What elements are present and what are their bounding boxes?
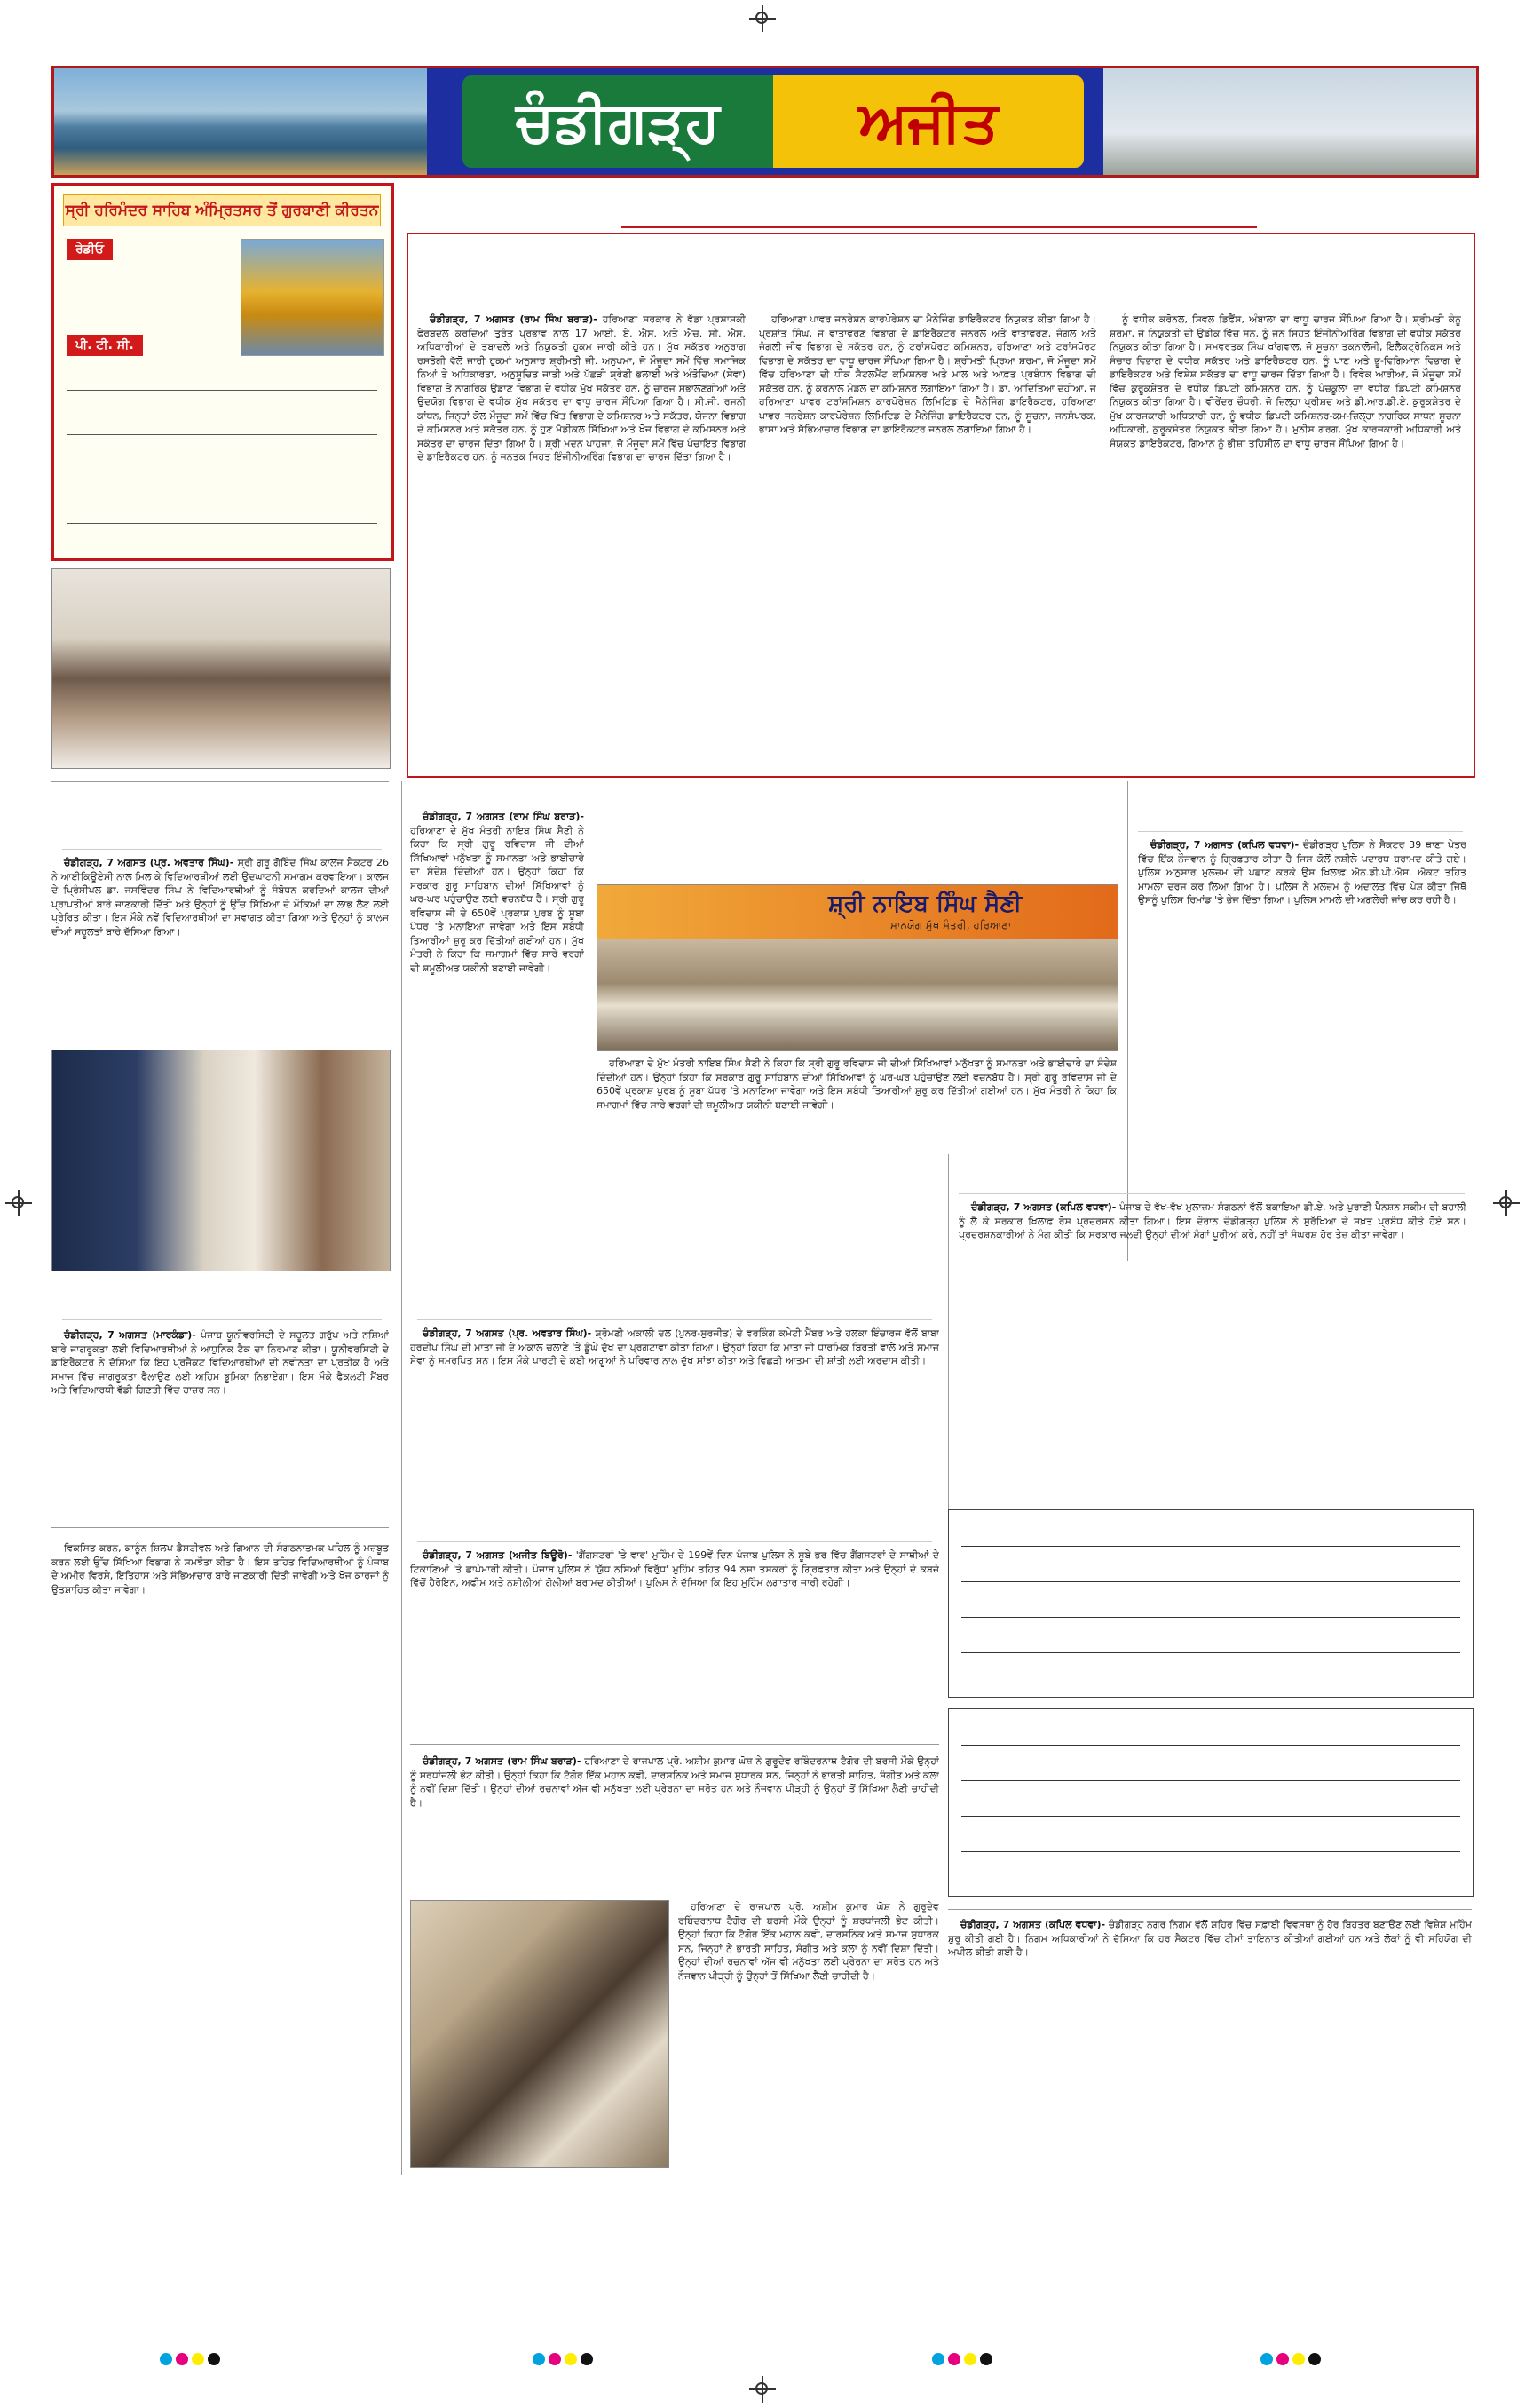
college-story [51, 856, 389, 1042]
column-rule [51, 1527, 389, 1528]
award-presentation-photo [51, 1050, 391, 1271]
column-rule [410, 1744, 939, 1745]
story-text: ਹਰਿਆਣਾ ਦੇ ਮੁੱਖ ਮੰਤਰੀ ਨਾਇਬ ਸਿੰਘ ਸੈਣੀ ਨੇ ਕਿਹਾ ਕਿ ਸ੍ਰੀ ਗੁਰੂ ਰਵਿਦਾਸ ਜੀ ਦੀਆਂ ਸਿੱਖਿਆਵਾਂ ਮਨੁੱਖਤਾ ਨੂੰ ਸਮਾਨਤਾ ਅਤੇ ਭਾਈਚਾਰੇ ਦਾ ਸੰਦੇਸ਼ ਦਿੰਦੀਆਂ ਹਨ। ਉਨ੍ਹਾਂ ਕਿਹਾ ਕਿ ਸਰਕਾਰ ਗੁਰੂ ਸਾਹਿਬਾਨ ਦੀਆਂ ਸਿੱਖਿਆਵਾਂ ਨੂੰ ਘਰ-ਘਰ ਪਹੁੰਚਾਉਣ ਲਈ ਵਚਨਬੱਧ ਹੈ। ਸ੍ਰੀ ਗੁਰੂ ਰਵਿਦਾਸ ਜੀ ਦੇ 650ਵੇਂ ਪ੍ਰਕਾਸ਼ ਪੁਰਬ ਨੂੰ ਸੂਬਾ ਪੱਧਰ 'ਤੇ ਮਨਾਇਆ ਜਾਵੇਗਾ ਅਤੇ ਇਸ ਸਬੰਧੀ ਤਿਆਰੀਆਂ ਸ਼ੁਰੂ ਕਰ ਦਿੱਤੀਆਂ ਗਈਆਂ ਹਨ। ਮੁੱਖ ਮੰਤਰੀ ਨੇ ਕਿਹਾ ਕਿ ਸਮਾਗਮਾਂ ਵਿੱਚ ਸਾਰੇ ਵਰਗਾਂ ਦੀ ਸ਼ਮੂਲੀਅਤ ਯਕੀਨੀ ਬਣਾਈ ਜਾਵੇਗੀ। [410, 824, 584, 974]
transfer-story-col1 [417, 313, 746, 765]
dateline: ਚੰਡੀਗੜ੍ਹ, 7 ਅਗਸਤ (ਮਾਰਕੰਡਾ)- [64, 1329, 196, 1341]
story-text: ਪੰਜਾਬ ਯੂਨੀਵਰਸਿਟੀ ਦੇ ਸਹੂਲਤ ਗਰੁੱਪ ਅਤੇ ਨਸ਼ਿਆਂ ਬਾਰੇ ਜਾਗਰੂਕਤਾ ਲਈ ਵਿਦਿਆਰਥੀਆਂ ਨੇ ਆਧੁਨਿਕ ਟੈਕ ਦਾ ਨਿਰਮਾਣ ਕੀਤਾ। ਯੂਨੀਵਰਸਿਟੀ ਦੇ ਡਾਇਰੈਕਟਰ ਨੇ ਦੱਸਿਆ ਕਿ ਇਹ ਪ੍ਰੋਜੈਕਟ ਵਿਦਿਆਰਥੀਆਂ ਦੀ ਨਵੀਨਤਾ ਦਾ ਪ੍ਰਤੀਕ ਹੈ ਅਤੇ ਸਮਾਜ ਵਿੱਚ ਜਾਗਰੂਕਤਾ ਫੈਲਾਉਣ ਲਈ ਅਹਿਮ ਭੂਮਿਕਾ ਨਿਭਾਏਗਾ। ਇਸ ਮੌਕੇ ਫੈਕਲਟੀ ਮੈਂਬਰ ਅਤੇ ਵਿਦਿਆਰਥੀ ਵੱਡੀ ਗਿਣਤੀ ਵਿੱਚ ਹਾਜ਼ਰ ਸਨ। [51, 1329, 389, 1396]
ad-tag-radio: ਰੇਡੀਓ [67, 239, 113, 260]
transfer-story-col3 [1110, 313, 1461, 765]
guru-story-col1 [410, 810, 584, 1271]
tagore-story-col2 [678, 1900, 939, 2309]
dateline: ਚੰਡੀਗੜ੍ਹ, 7 ਅਗਸਤ (ਰਾਮ ਸਿੰਘ ਬਰਾੜ)- [423, 1755, 581, 1767]
pgi-headline-placeholder [1138, 796, 1463, 832]
dateline: ਚੰਡੀਗੜ੍ਹ, 7 ਅਗਸਤ (ਅਜੀਤ ਬਿਊਰੋ)- [423, 1549, 573, 1561]
story-text: ਵਿਕਸਿਤ ਕਰਨ, ਕਾਨੂੰਨ ਸ਼ਿਲਪ ਡੈਸਟੀਵਲ ਅਤੇ ਗਿਆਨ ਦੀ ਸੰਗਠਨਾਤਮਕ ਪਹਿਲ ਨੂੰ ਮਜ਼ਬੂਤ ਕਰਨ ਲਈ ਉੱਚ ਸਿੱਖਿਆ ਵਿਭਾਗ ਨੇ ਸਮਝੌਤਾ ਕੀਤਾ ਹੈ। ਇਸ ਤਹਿਤ ਵਿਦਿਆਰਥੀਆਂ ਨੂੰ ਪੰਜਾਬ ਦੇ ਅਮੀਰ ਵਿਰਸੇ, ਇਤਿਹਾਸ ਅਤੇ ਸੱਭਿਆਚਾਰ ਬਾਰੇ ਜਾਣਕਾਰੀ ਦਿੱਤੀ ਜਾਵੇਗੀ ਅਤੇ ਖੋਜ ਕਾਰਜਾਂ ਨੂੰ ਉਤਸ਼ਾਹਿਤ ਕੀਤਾ ਜਾਵੇਗਾ। [51, 1542, 389, 1596]
box-line [961, 1581, 1460, 1582]
dateline: ਚੰਡੀਗੜ੍ਹ, 7 ਅਗਸਤ (ਕਪਿਲ ਵਧਵਾ)- [1150, 839, 1300, 851]
blank-box [948, 1708, 1474, 1897]
drugs-story [410, 1549, 939, 1735]
akali-story [410, 1327, 939, 1486]
ad-line [67, 434, 377, 435]
dateline: ਚੰਡੀਗੜ੍ਹ, 7 ਅਗਸਤ (ਪ੍ਰ. ਅਵਤਾਰ ਸਿੰਘ)- [423, 1327, 592, 1339]
color-bar-center [533, 2353, 593, 2365]
transfer-headline-rule [621, 226, 1257, 228]
registration-mark-bottom [749, 2376, 776, 2403]
story-text: ਨੂੰ ਵਧੀਕ ਕਰੋਨਲ, ਸਿਵਲ ਡਿਫੈਂਸ, ਅੰਬਾਲਾ ਦਾ ਵਾਧੂ ਚਾਰਜ ਸੌਂਪਿਆ ਗਿਆ ਹੈ। ਸ਼੍ਰੀਮਤੀ ਕੰਨੂ ਸ਼ਰਮਾ, ਜੋ ਨਿਯੁਕਤੀ ਦੀ ਉਡੀਕ ਵਿੱਚ ਸਨ, ਨੂੰ ਜਨ ਸਿਹਤ ਇੰਜੀਨੀਅਰਿੰਗ ਵਿਭਾਗ ਦੀ ਵਧੀਕ ਸਕੱਤਰ ਨਿਯੁਕਤ ਕੀਤਾ ਗਿਆ ਹੈ। ਸਮਵਰਤਕ ਸਿੰਘ ਖਾਂਗਵਾਲ, ਜੋ ਸੂਚਨਾ ਤਕਨਾਲੋਜੀ, ਇਲੈਕਟ੍ਰੋਨਿਕਸ ਅਤੇ ਸੰਚਾਰ ਵਿਭਾਗ ਦੇ ਵਧੀਕ ਸਕੱਤਰ ਅਤੇ ਡਾਇਰੈਕਟਰ ਹਨ, ਨੂੰ ਖਾਣ ਅਤੇ ਭੂ-ਵਿਗਿਆਨ ਵਿਭਾਗ ਦੇ ਡਾਇਰੈਕਟਰ ਅਤੇ ਵਿਸ਼ੇਸ਼ ਸਕੱਤਰ ਦਾ ਵਾਧੂ ਚਾਰਜ ਦਿੱਤਾ ਗਿਆ ਹੈ। ਵਿਵੇਕ ਆਰੀਆ, ਜੋ ਮੌਜੂਦਾ ਸਮੇਂ ਵਿੱਚ ਕੁਰੂਕਸ਼ੇਤਰ ਦੇ ਵਧੀਕ ਡਿਪਟੀ ਕਮਿਸ਼ਨਰ ਹਨ, ਨੂੰ ਪੰਚਕੂਲਾ ਦਾ ਵਧੀਕ ਡਿਪਟੀ ਕਮਿਸ਼ਨਰ ਨਿਯੁਕਤ ਕੀਤਾ ਗਿਆ ਹੈ। ਵੀਰੇਂਦਰ ਚੌਧਰੀ, ਜੋ ਜ਼ਿਲ੍ਹਾ ਪ੍ਰੀਸ਼ਦ ਅਤੇ ਡੀ.ਆਰ.ਡੀ.ਏ. ਕੁਰੂਕਸ਼ੇਤਰ ਦੇ ਮੁੱਖ ਕਾਰਜਕਾਰੀ ਅਧਿਕਾਰੀ ਹਨ, ਨੂੰ ਵਧੀਕ ਡਿਪਟੀ ਕਮਿਸ਼ਨਰ-ਕਮ-ਜ਼ਿਲ੍ਹਾ ਨਾਗਰਿਕ ਸਾਧਨ ਸੂਚਨਾ ਅਧਿਕਾਰੀ, ਕੁਰੂਕਸ਼ੇਤਰ ਨਿਯੁਕਤ ਕੀਤਾ ਗਿਆ ਹੈ। ਮੁਨੀਸ਼ ਗਰਗ, ਮੁੱਖ ਕਾਰਜਕਾਰੀ ਅਧਿਕਾਰੀ ਅਤੇ ਸੰਯੁਕਤ ਡਾਇਰੈਕਟਰ, ਗਿਆਨ ਨੂੰ ਭੀਸ਼ਾ ਤਹਿਸੀਲ ਦਾ ਵਾਧੂ ਚਾਰਜ ਸੌਂਪਿਆ ਗਿਆ ਹੈ। [1110, 313, 1461, 449]
registration-mark-top [749, 5, 776, 32]
story-text: ਹਰਿਆਣਾ ਦੇ ਮੁੱਖ ਮੰਤਰੀ ਨਾਇਬ ਸਿੰਘ ਸੈਣੀ ਨੇ ਕਿਹਾ ਕਿ ਸ੍ਰੀ ਗੁਰੂ ਰਵਿਦਾਸ ਜੀ ਦੀਆਂ ਸਿੱਖਿਆਵਾਂ ਮਨੁੱਖਤਾ ਨੂੰ ਸਮਾਨਤਾ ਅਤੇ ਭਾਈਚਾਰੇ ਦਾ ਸੰਦੇਸ਼ ਦਿੰਦੀਆਂ ਹਨ। ਉਨ੍ਹਾਂ ਕਿਹਾ ਕਿ ਸਰਕਾਰ ਗੁਰੂ ਸਾਹਿਬਾਨ ਦੀਆਂ ਸਿੱਖਿਆਵਾਂ ਨੂੰ ਘਰ-ਘਰ ਪਹੁੰਚਾਉਣ ਲਈ ਵਚਨਬੱਧ ਹੈ। ਸ੍ਰੀ ਗੁਰੂ ਰਵਿਦਾਸ ਜੀ ਦੇ 650ਵੇਂ ਪ੍ਰਕਾਸ਼ ਪੁਰਬ ਨੂੰ ਸੂਬਾ ਪੱਧਰ 'ਤੇ ਮਨਾਇਆ ਜਾਵੇਗਾ ਅਤੇ ਇਸ ਸਬੰਧੀ ਤਿਆਰੀਆਂ ਸ਼ੁਰੂ ਕਰ ਦਿੱਤੀਆਂ ਗਈਆਂ ਹਨ। ਮੁੱਖ ਮੰਤਰੀ ਨੇ ਕਿਹਾ ਕਿ ਸਮਾਗਮਾਂ ਵਿੱਚ ਸਾਰੇ ਵਰਗਾਂ ਦੀ ਸ਼ਮੂਲੀਅਤ ਯਕੀਨੀ ਬਣਾਈ ਜਾਵੇਗੀ। [597, 1057, 1117, 1111]
tagore-tribute-photo [410, 1900, 669, 2168]
banner-cm-name: ਸ਼੍ਰੀ ਨਾਇਬ ਸਿੰਘ ਸੈਣੀ [828, 891, 1023, 917]
dateline: ਚੰਡੀਗੜ੍ਹ, 7 ਅਗਸਤ (ਕਪਿਲ ਵਧਵਾ)- [971, 1201, 1117, 1213]
pu-story [51, 1328, 389, 1524]
story-text: ਸ਼੍ਰੋਮਣੀ ਅਕਾਲੀ ਦਲ (ਪੁਨਰ-ਸੁਰਜੀਤ) ਦੇ ਵਰਕਿੰਗ ਕਮੇਟੀ ਮੈਂਬਰ ਅਤੇ ਹਲਕਾ ਇੰਚਾਰਜ ਵੱਲੋਂ ਬਾਬਾ ਹਰਦੀਪ ਸਿੰਘ ਦੀ ਮਾਤਾ ਜੀ ਦੇ ਅਕਾਲ ਚਲਾਣੇ 'ਤੇ ਡੂੰਘੇ ਦੁੱਖ ਦਾ ਪ੍ਰਗਟਾਵਾ ਕੀਤਾ ਗਿਆ। ਉਨ੍ਹਾਂ ਕਿਹਾ ਕਿ ਮਾਤਾ ਜੀ ਧਾਰਮਿਕ ਬਿਰਤੀ ਵਾਲੇ ਅਤੇ ਸਮਾਜ ਸੇਵਾ ਨੂੰ ਸਮਰਪਿਤ ਸਨ। ਇਸ ਮੌਕੇ ਪਾਰਟੀ ਦੇ ਕਈ ਆਗੂਆਂ ਨੇ ਪਰਿਵਾਰ ਨਾਲ ਦੁੱਖ ਸਾਂਝਾ ਕੀਤਾ ਅਤੇ ਵਿਛੜੀ ਆਤਮਾ ਦੀ ਸ਼ਾਂਤੀ ਲਈ ਅਰਦਾਸ ਕੀਤੀ। [410, 1327, 939, 1366]
column-rule [948, 1909, 1472, 1910]
column-rule [401, 781, 402, 2175]
lake-photo [54, 68, 427, 175]
story-text: ਹਰਿਆਣਾ ਦੇ ਰਾਜਪਾਲ ਪ੍ਰੋ. ਅਸ਼ੀਮ ਕੁਮਾਰ ਘੋਸ਼ ਨੇ ਗੁਰੂਦੇਵ ਰਬਿੰਦਰਨਾਥ ਟੈਗੋਰ ਦੀ ਬਰਸੀ ਮੌਕੇ ਉਨ੍ਹਾਂ ਨੂੰ ਸ਼ਰਧਾਂਜਲੀ ਭੇਟ ਕੀਤੀ। ਉਨ੍ਹਾਂ ਕਿਹਾ ਕਿ ਟੈਗੋਰ ਇੱਕ ਮਹਾਨ ਕਵੀ, ਦਾਰਸ਼ਨਿਕ ਅਤੇ ਸਮਾਜ ਸੁਧਾਰਕ ਸਨ, ਜਿਨ੍ਹਾਂ ਨੇ ਭਾਰਤੀ ਸਾਹਿਤ, ਸੰਗੀਤ ਅਤੇ ਕਲਾ ਨੂੰ ਨਵੀਂ ਦਿਸ਼ਾ ਦਿੱਤੀ। ਉਨ੍ਹਾਂ ਦੀਆਂ ਰਚਨਾਵਾਂ ਅੱਜ ਵੀ ਮਨੁੱਖਤਾ ਲਈ ਪ੍ਰੇਰਨਾ ਦਾ ਸਰੋਤ ਹਨ ਅਤੇ ਨੌਜਵਾਨ ਪੀੜ੍ਹੀ ਨੂੰ ਉਨ੍ਹਾਂ ਤੋਂ ਸਿੱਖਿਆ ਲੈਣੀ ਚਾਹੀਦੀ ਹੈ। [678, 1901, 939, 1982]
color-bar-left [160, 2353, 220, 2365]
college-headline-placeholder [62, 796, 382, 850]
banner-cm-role: ਮਾਨਯੋਗ ਮੁੱਖ ਮੰਤਰੀ, ਹਰਿਆਣਾ [890, 919, 1012, 931]
cm-event-photo [597, 939, 1118, 1050]
column-rule [51, 781, 389, 782]
dateline: ਚੰਡੀਗੜ੍ਹ, 7 ਅਗਸਤ (ਪ੍ਰ. ਅਵਤਾਰ ਸਿੰਘ)- [64, 857, 234, 868]
registration-mark-right [1493, 1190, 1520, 1216]
box-line [961, 1652, 1460, 1653]
ad-heading: ਸ੍ਰੀ ਹਰਿਮੰਦਰ ਸਾਹਿਬ ਅੰਮ੍ਰਿਤਸਰ ਤੋਂ ਗੁਰਬਾਣੀ ਕੀਰਤਨ [63, 194, 381, 226]
masthead-title [462, 75, 1084, 168]
box-line [961, 1780, 1460, 1781]
akali-headline-placeholder [417, 1289, 932, 1320]
story-text: ਹਰਿਆਣਾ ਪਾਵਰ ਜਨਰੇਸ਼ਨ ਕਾਰਪੋਰੇਸ਼ਨ ਦਾ ਮੈਨੇਜਿੰਗ ਡਾਇਰੈਕਟਰ ਨਿਯੁਕਤ ਕੀਤਾ ਗਿਆ ਹੈ। ਪ੍ਰਸ਼ਾਂਤ ਸਿੰਘ, ਜੋ ਵਾਤਾਵਰਣ ਵਿਭਾਗ ਦੇ ਡਾਇਰੈਕਟਰ ਜਨਰਲ ਅਤੇ ਵਾਤਾਵਰਣ, ਜੰਗਲ ਅਤੇ ਜੰਗਲੀ ਜੀਵ ਵਿਭਾਗ ਦੇ ਸਕੱਤਰ ਹਨ, ਨੂੰ ਟਰਾਂਸਪੋਰਟ ਕਮਿਸ਼ਨਰ, ਹਰਿਆਣਾ ਅਤੇ ਟਰਾਂਸਪੋਰਟ ਵਿਭਾਗ ਦੇ ਸਕੱਤਰ ਦਾ ਵਾਧੂ ਚਾਰਜ ਸੌਂਪਿਆ ਗਿਆ ਹੈ। ਸ਼੍ਰੀਮਤੀ ਪ੍ਰਿਆ ਸ਼ਰਮਾ, ਜੋ ਮੌਜੂਦਾ ਸਮੇਂ ਵਿੱਚ ਹਰਿਆਣਾ ਦੀ ਧੀਕ ਸੈਟਲਮੈਂਟ ਕਮਿਸ਼ਨਰ ਅਤੇ ਮਾਲ ਅਤੇ ਆਫ਼ਤ ਪ੍ਰਬੰਧਨ ਵਿਭਾਗ ਦੀ ਸਕੱਤਰ ਹਨ, ਨੂੰ ਕਰਨਾਲ ਮੰਡਲ ਦਾ ਕਮਿਸ਼ਨਰ ਲਗਾਇਆ ਗਿਆ ਹੈ। ਡਾ. ਆਦਿਤਿਆ ਦਹੀਆ, ਜੋ ਹਰਿਆਣਾ ਪਾਵਰ ਟਰਾਂਸਮਿਸ਼ਨ ਕਾਰਪੋਰੇਸ਼ਨ ਲਿਮਿਟਿਡ ਦੇ ਮੈਨੇਜਿੰਗ ਡਾਇਰੈਕਟਰ, ਹਰਿਆਣਾ ਪਾਵਰ ਜਨਰੇਸ਼ਨ ਕਾਰਪੋਰੇਸ਼ਨ ਲਿਮਿਟਿਡ ਦੇ ਮੈਨੇਜਿੰਗ ਡਾਇਰੈਕਟਰ ਹਨ, ਨੂੰ ਸੂਚਨਾ, ਜਨਸੰਪਰਕ, ਭਾਸ਼ਾ ਅਤੇ ਸੱਭਿਆਚਾਰ ਵਿਭਾਗ ਦਾ ਡਾਇਰੈਕਟਰ ਜਨਰਲ ਲਗਾਇਆ ਗਿਆ ਹੈ। [759, 313, 1096, 435]
color-bar-right [1260, 2353, 1321, 2365]
column-rule [948, 1154, 949, 1509]
box-line [961, 1816, 1460, 1817]
blank-box [948, 1509, 1474, 1698]
ad-tag-ptc: ਪੀ. ਟੀ. ਸੀ. [67, 335, 143, 356]
color-bar-center2 [932, 2353, 992, 2365]
dateline: ਚੰਡੀਗੜ੍ਹ, 7 ਅਗਸਤ (ਕਪਿਲ ਵਧਵਾ)- [960, 1919, 1106, 1930]
pu-headline-placeholder [62, 1284, 382, 1320]
story-text: ਪੰਜਾਬ ਦੇ ਵੱਖ-ਵੱਖ ਮੁਲਾਜ਼ਮ ਸੰਗਠਨਾਂ ਵੱਲੋਂ ਬਕਾਇਆ ਡੀ.ਏ. ਅਤੇ ਪੁਰਾਣੀ ਪੈਨਸ਼ਨ ਸਕੀਮ ਦੀ ਬਹਾਲੀ ਨੂੰ ਲੈ ਕੇ ਸਰਕਾਰ ਖਿਲਾਫ਼ ਰੋਸ ਪ੍ਰਦਰਸ਼ਨ ਕੀਤਾ ਗਿਆ। ਇਸ ਦੌਰਾਨ ਚੰਡੀਗੜ੍ਹ ਪੁਲਿਸ ਨੇ ਸੁਰੱਖਿਆ ਦੇ ਸਖ਼ਤ ਪ੍ਰਬੰਧ ਕੀਤੇ ਹੋਏ ਸਨ। ਪ੍ਰਦਰਸ਼ਨਕਾਰੀਆਂ ਨੇ ਮੰਗ ਕੀਤੀ ਕਿ ਸਰਕਾਰ ਜਲਦੀ ਉਨ੍ਹਾਂ ਦੀਆਂ ਮੰਗਾਂ ਪੂਰੀਆਂ ਕਰੇ, ਨਹੀਂ ਤਾਂ ਸੰਘਰਸ਼ ਹੋਰ ਤੇਜ਼ ਕੀਤਾ ਜਾਵੇਗਾ। [959, 1201, 1466, 1240]
ad-line [67, 523, 377, 524]
box-line [961, 1745, 1460, 1746]
cm-event-banner [597, 884, 1118, 1051]
bottom-right-story [948, 1918, 1472, 2326]
story-text: ਸ੍ਰੀ ਗੁਰੂ ਗੋਬਿੰਦ ਸਿੰਘ ਕਾਲਜ ਸੈਕਟਰ 26 ਨੇ ਆਈਕਿਊਏਸੀ ਨਾਲ ਮਿਲ ਕੇ ਵਿਦਿਆਰਥੀਆਂ ਲਈ ਉਦਘਾਟਨੀ ਸਮਾਗਮ ਕਰਵਾਇਆ। ਕਾਲਜ ਦੇ ਪ੍ਰਿੰਸੀਪਲ ਡਾ. ਜਸਵਿੰਦਰ ਸਿੰਘ ਨੇ ਵਿਦਿਆਰਥੀਆਂ ਨੂੰ ਸੰਬੋਧਨ ਕਰਦਿਆਂ ਕਾਲਜ ਦੀਆਂ ਪ੍ਰਾਪਤੀਆਂ ਬਾਰੇ ਜਾਣਕਾਰੀ ਦਿੱਤੀ ਅਤੇ ਉਨ੍ਹਾਂ ਨੂੰ ਉੱਚ ਸਿੱਖਿਆ ਦੇ ਮੌਕਿਆਂ ਦਾ ਲਾਭ ਲੈਣ ਲਈ ਪ੍ਰੇਰਿਤ ਕੀਤਾ। ਇਸ ਮੌਕੇ ਨਵੇਂ ਵਿਦਿਆਰਥੀਆਂ ਦਾ ਸਵਾਗਤ ਕੀਤਾ ਗਿਆ ਅਤੇ ਉਨ੍ਹਾਂ ਨੂੰ ਕਾਲਜ ਦੀਆਂ ਸਹੂਲਤਾਂ ਬਾਰੇ ਦੱਸਿਆ ਗਿਆ। [51, 857, 389, 938]
box-line [961, 1546, 1460, 1547]
bottom-left-story [51, 1541, 389, 2323]
tagore-story-col1 [410, 1755, 939, 1888]
story-text: ਹਰਿਆਣਾ ਸਰਕਾਰ ਨੇ ਵੱਡਾ ਪ੍ਰਸ਼ਾਸਕੀ ਫੇਰਬਦਲ ਕਰਦਿਆਂ ਤੁਰੰਤ ਪ੍ਰਭਾਵ ਨਾਲ 17 ਆਈ. ਏ. ਐਸ. ਅਤੇ ਐਚ. ਸੀ. ਐਸ. ਅਧਿਕਾਰੀਆਂ ਦੇ ਤਬਾਦਲੇ ਅਤੇ ਨਿਯੁਕਤੀ ਹੁਕਮ ਜਾਰੀ ਕੀਤੇ ਹਨ। ਮੁੱਖ ਸਕੱਤਰ ਅਨੁਰਾਗ ਰਸਤੋਗੀ ਵੱਲੋਂ ਜਾਰੀ ਹੁਕਮਾਂ ਅਨੁਸਾਰ ਸ਼੍ਰੀਮਤੀ ਜੀ. ਅਨੁਪਮਾ, ਜੋ ਮੌਜੂਦਾ ਸਮੇਂ ਵਿੱਚ ਸਮਾਜਿਕ ਨਿਆਂ ਤੇ ਅਧਿਕਾਰਤਾ, ਅਨੁਸੂਚਿਤ ਜਾਤੀ ਅਤੇ ਪੱਛੜੀ ਸ਼੍ਰੇਣੀ ਭਲਾਈ ਅਤੇ ਅੰਤੋਦਿਆ (ਸੇਵਾ) ਵਿਭਾਗ ਤੇ ਨਾਗਰਿਕ ਉਡਾਣ ਵਿਭਾਗ ਦੇ ਵਧੀਕ ਮੁੱਖ ਸਕੱਤਰ ਹਨ, ਨੂੰ ਚਾਰਜ ਸਭਾਲਣਗੀਆਂ ਅਤੇ ਉਦਯੋਗ ਵਿਭਾਗ ਦੇ ਵਧੀਕ ਮੁੱਖ ਸਕੱਤਰ ਦਾ ਵਾਧੂ ਚਾਰਜ ਸੌਂਪਿਆ ਗਿਆ ਹੈ। ਸੀ.ਜੀ. ਰਜਨੀ ਕਾਂਥਨ, ਜਿਨ੍ਹਾਂ ਕੋਲ ਮੌਜੂਦਾ ਸਮੇਂ ਵਿੱਚ ਖਿੱਤ ਵਿਭਾਗ ਦੇ ਕਮਿਸ਼ਨਰ ਅਤੇ ਸਕੱਤਰ, ਯੋਜਨਾ ਵਿਭਾਗ ਦੇ ਕਮਿਸ਼ਨਰ ਅਤੇ ਸਕੱਤਰ ਹਨ, ਨੂੰ ਹੁਣ ਮੈਡੀਕਲ ਸਿੱਖਿਆ ਅਤੇ ਖੋਜ ਵਿਭਾਗ ਦੇ ਕਮਿਸ਼ਨਰ ਅਤੇ ਸਕੱਤਰ ਦਾ ਚਾਰਜ ਦਿੱਤਾ ਗਿਆ ਹੈ। ਸ਼੍ਰੀ ਮਦਨ ਪਾਹੁਜਾ, ਜੋ ਮੌਜੂਦਾ ਸਮੇਂ ਵਿੱਚ ਪੰਚਾਇਤ ਵਿਭਾਗ ਦੇ ਡਾਇਰੈਕਟਰ ਹਨ, ਨੂੰ ਜਨਤਕ ਸਿਹਤ ਇੰਜੀਨੀਅਰਿੰਗ ਵਿਭਾਗ ਦਾ ਚਾਰਜ ਦਿੱਤਾ ਗਿਆ ਹੈ। [417, 313, 746, 463]
story-text: ਚੰਡੀਗੜ੍ਹ ਨਗਰ ਨਿਗਮ ਵੱਲੋਂ ਸ਼ਹਿਰ ਵਿੱਚ ਸਫ਼ਾਈ ਵਿਵਸਥਾ ਨੂੰ ਹੋਰ ਬਿਹਤਰ ਬਣਾਉਣ ਲਈ ਵਿਸ਼ੇਸ਼ ਮੁਹਿੰਮ ਸ਼ੁਰੂ ਕੀਤੀ ਗਈ ਹੈ। ਨਿਗਮ ਅਧਿਕਾਰੀਆਂ ਨੇ ਦੱਸਿਆ ਕਿ ਹਰ ਸੈਕਟਰ ਵਿੱਚ ਟੀਮਾਂ ਤਾਇਨਾਤ ਕੀਤੀਆਂ ਗਈਆਂ ਹਨ ਅਤੇ ਲੋਕਾਂ ਨੂੰ ਵੀ ਸਹਿਯੋਗ ਦੀ ਅਪੀਲ ਕੀਤੀ ਗਈ ਹੈ। [948, 1919, 1472, 1958]
protest-headline-placeholder [959, 1163, 1465, 1194]
story-text: ਹਰਿਆਣਾ ਦੇ ਰਾਜਪਾਲ ਪ੍ਰੋ. ਅਸ਼ੀਮ ਕੁਮਾਰ ਘੋਸ਼ ਨੇ ਗੁਰੂਦੇਵ ਰਬਿੰਦਰਨਾਥ ਟੈਗੋਰ ਦੀ ਬਰਸੀ ਮੌਕੇ ਉਨ੍ਹਾਂ ਨੂੰ ਸ਼ਰਧਾਂਜਲੀ ਭੇਟ ਕੀਤੀ। ਉਨ੍ਹਾਂ ਕਿਹਾ ਕਿ ਟੈਗੋਰ ਇੱਕ ਮਹਾਨ ਕਵੀ, ਦਾਰਸ਼ਨਿਕ ਅਤੇ ਸਮਾਜ ਸੁਧਾਰਕ ਸਨ, ਜਿਨ੍ਹਾਂ ਨੇ ਭਾਰਤੀ ਸਾਹਿਤ, ਸੰਗੀਤ ਅਤੇ ਕਲਾ ਨੂੰ ਨਵੀਂ ਦਿਸ਼ਾ ਦਿੱਤੀ। ਉਨ੍ਹਾਂ ਦੀਆਂ ਰਚਨਾਵਾਂ ਅੱਜ ਵੀ ਮਨੁੱਖਤਾ ਲਈ ਪ੍ਰੇਰਨਾ ਦਾ ਸਰੋਤ ਹਨ ਅਤੇ ਨੌਜਵਾਨ ਪੀੜ੍ਹੀ ਨੂੰ ਉਨ੍ਹਾਂ ਤੋਂ ਸਿੱਖਿਆ ਲੈਣੀ ਚਾਹੀਦੀ ਹੈ। [410, 1755, 939, 1809]
box-line [961, 1851, 1460, 1852]
dateline: ਚੰਡੀਗੜ੍ਹ, 7 ਅਗਸਤ (ਰਾਮ ਸਿੰਘ ਬਰਾੜ)- [423, 811, 584, 822]
story-text: 'ਗੈਂਗਸਟਰਾਂ 'ਤੇ ਵਾਰ' ਮੁਹਿੰਮ ਦੇ 199ਵੇਂ ਦਿਨ ਪੰਜਾਬ ਪੁਲਿਸ ਨੇ ਸੂਬੇ ਭਰ ਵਿੱਚ ਗੈਂਗਸਟਰਾਂ ਦੇ ਸਾਥੀਆਂ ਦੇ ਟਿਕਾਣਿਆਂ 'ਤੇ ਛਾਪੇਮਾਰੀ ਕੀਤੀ। ਪੰਜਾਬ ਪੁਲਿਸ ਨੇ 'ਯੁੱਧ ਨਸ਼ਿਆਂ ਵਿਰੁੱਧ' ਮੁਹਿੰਮ ਤਹਿਤ 94 ਨਸ਼ਾ ਤਸਕਰਾਂ ਨੂੰ ਗ੍ਰਿਫ਼ਤਾਰ ਕੀਤਾ ਅਤੇ ਉਨ੍ਹਾਂ ਦੇ ਕਬਜ਼ੇ ਵਿੱਚੋਂ ਹੈਰੋਇਨ, ਅਫੀਮ ਅਤੇ ਨਸ਼ੀਲੀਆਂ ਗੋਲੀਆਂ ਬਰਾਮਦ ਕੀਤੀਆਂ। ਪੁਲਿਸ ਨੇ ਦੱਸਿਆ ਕਿ ਇਹ ਮੁਹਿੰਮ ਲਗਾਤਾਰ ਜਾਰੀ ਰਹੇਗੀ। [410, 1549, 939, 1588]
transfer-story-col2 [759, 313, 1096, 765]
open-hand-monument-photo [1103, 68, 1476, 175]
golden-temple-photo [241, 239, 384, 356]
gurbani-kirtan-ad [51, 183, 394, 561]
box-line [961, 1617, 1460, 1618]
masthead [51, 66, 1479, 178]
drugs-headline-placeholder [417, 1511, 932, 1542]
classroom-photo [51, 568, 391, 769]
registration-mark-left [5, 1190, 32, 1216]
pgi-story [1138, 838, 1466, 1140]
dateline: ਚੰਡੀਗੜ੍ਹ, 7 ਅਗਸਤ (ਰਾਮ ਸਿੰਘ ਬਰਾੜ)- [430, 313, 597, 325]
protest-story [959, 1200, 1466, 1422]
story-text: ਚੰਡੀਗੜ੍ਹ ਪੁਲਿਸ ਨੇ ਸੈਕਟਰ 39 ਥਾਣਾ ਖੇਤਰ ਵਿੱਚ ਇੱਕ ਨੌਜਵਾਨ ਨੂੰ ਗ੍ਰਿਫ਼ਤਾਰ ਕੀਤਾ ਹੈ ਜਿਸ ਕੋਲੋਂ ਨਸ਼ੀਲੇ ਪਦਾਰਥ ਬਰਾਮਦ ਕੀਤੇ ਗਏ। ਪੁਲਿਸ ਅਨੁਸਾਰ ਮੁਲਜ਼ਮ ਦੀ ਪਛਾਣ ਕਰਕੇ ਉਸ ਖਿਲਾਫ਼ ਐਨ.ਡੀ.ਪੀ.ਐਸ. ਐਕਟ ਤਹਿਤ ਮਾਮਲਾ ਦਰਜ ਕਰ ਲਿਆ ਗਿਆ ਹੈ। ਪੁਲਿਸ ਨੇ ਮੁਲਜ਼ਮ ਨੂੰ ਅਦਾਲਤ ਵਿੱਚ ਪੇਸ਼ ਕੀਤਾ ਜਿੱਥੋਂ ਉਸਨੂੰ ਪੁਲਿਸ ਰਿਮਾਂਡ 'ਤੇ ਭੇਜ ਦਿੱਤਾ ਗਿਆ। ਪੁਲਿਸ ਮਾਮਲੇ ਦੀ ਅਗਲੇਰੀ ਜਾਂਚ ਕਰ ਰਹੀ ਹੈ। [1138, 839, 1466, 906]
masthead-title-left: ਚੰਡੀਗੜ੍ਹ [462, 75, 773, 168]
ad-line [67, 390, 377, 391]
masthead-title-right: ਅਜੀਤ [773, 75, 1084, 168]
